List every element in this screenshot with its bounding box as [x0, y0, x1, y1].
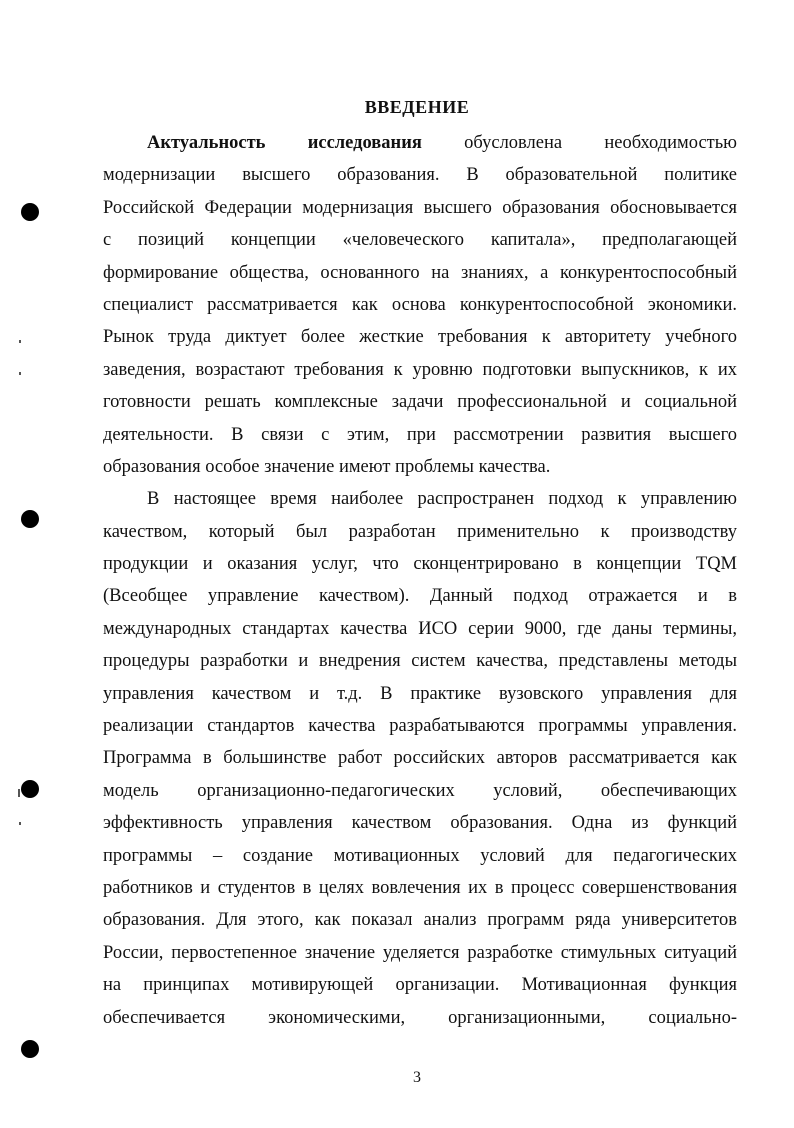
- lead-word: Актуальность: [147, 133, 266, 153]
- scan-speck: [19, 822, 21, 825]
- binder-hole: [21, 1040, 39, 1058]
- page-number: 3: [413, 1069, 421, 1086]
- paragraph-2-line: международных стандартах качества ИСО серии 9000, где даны термины,: [103, 618, 737, 639]
- scan-speck: [18, 789, 20, 797]
- paragraph-1-line-1: [103, 127, 737, 159]
- paragraph-2-line: России, первостепенное значение уделяется разработке стимульных ситуаций: [103, 942, 737, 963]
- text-word: необходимостью: [604, 133, 738, 153]
- paragraph-1-line: специалист рассматривается как основа конкурентоспособной экономики.: [103, 294, 737, 315]
- paragraph-2-line: модель организационно-педагогических условий, обеспечивающих: [103, 780, 737, 801]
- paragraph-1-line: с позиций концепции «человеческого капитала», предполагающей: [103, 230, 737, 251]
- paragraph-2-line: качеством, который был разработан применительно к производству: [103, 521, 737, 542]
- paragraph-1-line: формирование общества, основанного на знаниях, а конкурентоспособный: [103, 262, 737, 283]
- paragraph-2-line: обеспечивается экономическими, организационными, социально-: [103, 1007, 737, 1028]
- paragraph-2-line: эффективность управления качеством образования. Одна из функций: [103, 813, 737, 834]
- paragraph-2-line: процедуры разработки и внедрения систем качества, представлены методы: [103, 651, 737, 672]
- paragraph-1-line: Российской Федерации модернизация высшего образования обосновывается: [103, 197, 737, 218]
- paragraph-2-line: управления качеством и т.д. В практике вузовского управления для: [103, 683, 737, 704]
- paragraph-2-line: Программа в большинстве работ российских авторов рассматривается как: [103, 748, 737, 769]
- paragraph-2-line: реализации стандартов качества разрабатываются программы управления.: [103, 716, 737, 737]
- scan-speck: [19, 340, 21, 343]
- paragraph-2-line: образования. Для этого, как показал анализ программ ряда университетов: [103, 910, 737, 931]
- paragraph-1-line: образования особое значение имеют проблемы качества.: [103, 456, 551, 477]
- page-title: ВВЕДЕНИЕ: [364, 97, 470, 117]
- paragraph-1-line: готовности решать комплексные задачи профессиональной и социальной: [103, 392, 737, 413]
- paragraph-1-line: деятельности. В связи с этим, при рассмотрении развития высшего: [103, 424, 737, 445]
- paragraph-2-line: продукции и оказания услуг, что сконцентрировано в концепции TQM: [103, 554, 737, 575]
- lead-word: исследования: [307, 133, 422, 153]
- binder-hole: [21, 510, 39, 528]
- binder-hole: [21, 203, 39, 221]
- binder-hole: [21, 780, 39, 798]
- paragraph-2-line: работников и студентов в целях вовлечения их в процесс совершенствования: [103, 877, 737, 898]
- paragraph-1-line: Рынок труда диктует более жесткие требования к авторитету учебного: [103, 327, 737, 348]
- paragraph-2-line: программы – создание мотивационных условий для педагогических: [103, 845, 737, 866]
- scan-speck: [19, 372, 21, 375]
- paragraph-2-line: В настоящее время наиболее распространен подход к управлению: [147, 489, 737, 510]
- paragraph-1-line: заведения, возрастают требования к уровню подготовки выпускников, к их: [103, 359, 737, 380]
- paragraph-2-line: на принципах мотивирующей организации. Мотивационная функция: [103, 975, 737, 996]
- document-body: [103, 127, 737, 1034]
- paragraph-1-line: модернизации высшего образования. В образовательной политике: [103, 165, 737, 186]
- text-word: обусловлена: [464, 133, 563, 153]
- paragraph-2-line: (Всеобщее управление качеством). Данный подход отражается и в: [103, 586, 737, 607]
